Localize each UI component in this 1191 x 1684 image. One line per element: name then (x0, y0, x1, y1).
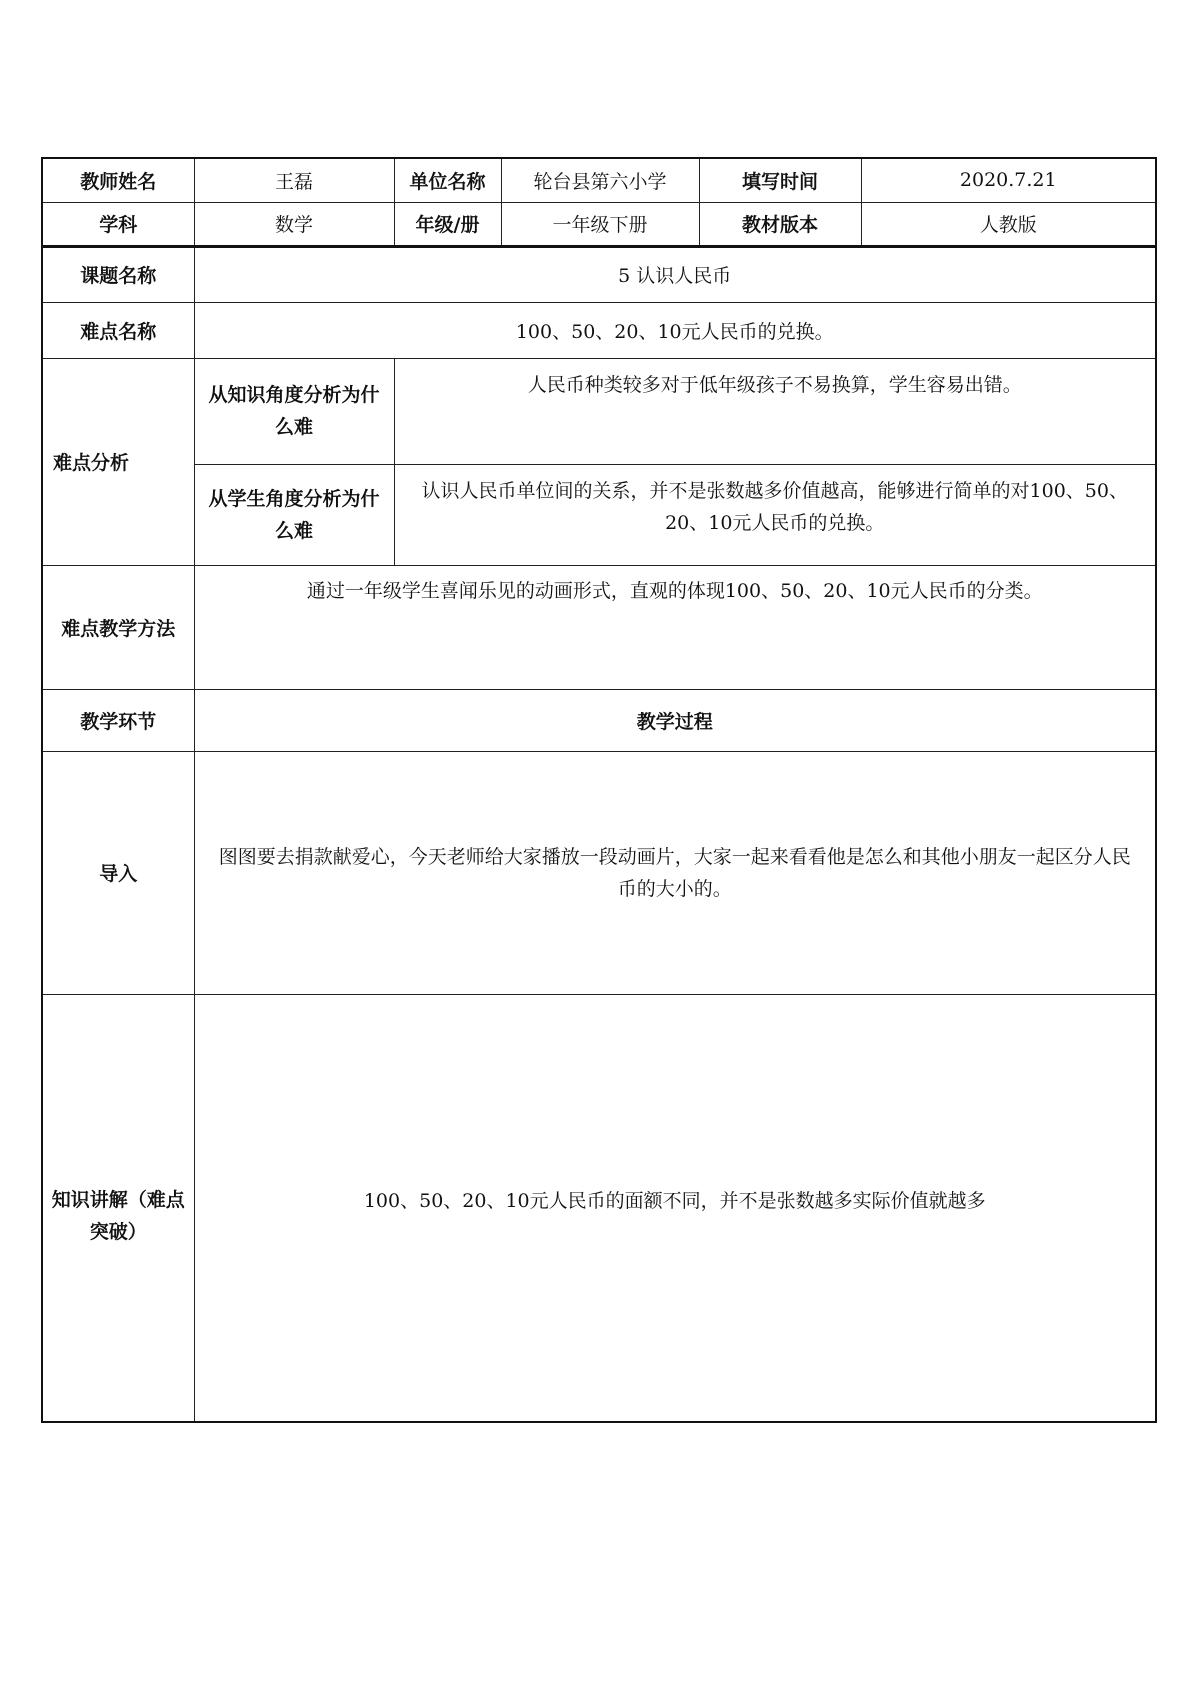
method-row (42, 565, 1156, 689)
date-label: 填写时间 (699, 158, 861, 202)
knowledge-label: 从知识角度分析为什么难 (194, 358, 394, 464)
knowledge-value: 人民币种类较多对于低年级孩子不易换算，学生容易出错。 (394, 358, 1156, 464)
lesson-plan-sheet (41, 157, 1155, 1423)
intro-label: 导入 (42, 751, 194, 994)
explain-value: 100、50、20、10元人民币的面额不同，并不是张数越多实际价值就越多 (194, 994, 1156, 1422)
process-header-value: 教学过程 (194, 689, 1156, 751)
analysis-knowledge-row (42, 358, 1156, 464)
teacher-label: 教师姓名 (42, 158, 194, 202)
method-label: 难点教学方法 (42, 565, 194, 689)
difficulty-row (42, 302, 1156, 358)
method-value: 通过一年级学生喜闻乐见的动画形式，直观的体现100、50、20、10元人民币的分类。 (194, 565, 1156, 689)
topic-label: 课题名称 (42, 246, 194, 302)
grade-value: 一年级下册 (501, 202, 699, 246)
student-value: 认识人民币单位间的关系，并不是张数越多价值越高，能够进行简单的对100、50、20、10元人民币的兑换。 (394, 464, 1156, 565)
intro-value: 图图要去捐款献爱心，今天老师给大家播放一段动画片，大家一起来看看他是怎么和其他小朋友一起区分人民币的大小的。 (194, 751, 1156, 994)
process-header-label: 教学环节 (42, 689, 194, 751)
intro-row (42, 751, 1156, 994)
teacher-value: 王磊 (194, 158, 394, 202)
header-row-1 (42, 158, 1156, 202)
edition-value: 人教版 (861, 202, 1156, 246)
difficulty-value: 100、50、20、10元人民币的兑换。 (194, 302, 1156, 358)
difficulty-label: 难点名称 (42, 302, 194, 358)
header-row-2 (42, 202, 1156, 246)
unit-value: 轮台县第六小学 (501, 158, 699, 202)
topic-value: 5 认识人民币 (194, 246, 1156, 302)
edition-label: 教材版本 (699, 202, 861, 246)
student-label: 从学生角度分析为什么难 (194, 464, 394, 565)
grade-label: 年级/册 (394, 202, 501, 246)
unit-label: 单位名称 (394, 158, 501, 202)
analysis-label: 难点分析 (42, 358, 194, 565)
explain-row (42, 994, 1156, 1422)
subject-value: 数学 (194, 202, 394, 246)
lesson-plan-table (41, 157, 1157, 1423)
process-header-row (42, 689, 1156, 751)
subject-label: 学科 (42, 202, 194, 246)
analysis-student-row (42, 464, 1156, 565)
date-value: 2020.7.21 (861, 158, 1156, 202)
topic-row (42, 246, 1156, 302)
explain-label: 知识讲解（难点突破） (42, 994, 194, 1422)
